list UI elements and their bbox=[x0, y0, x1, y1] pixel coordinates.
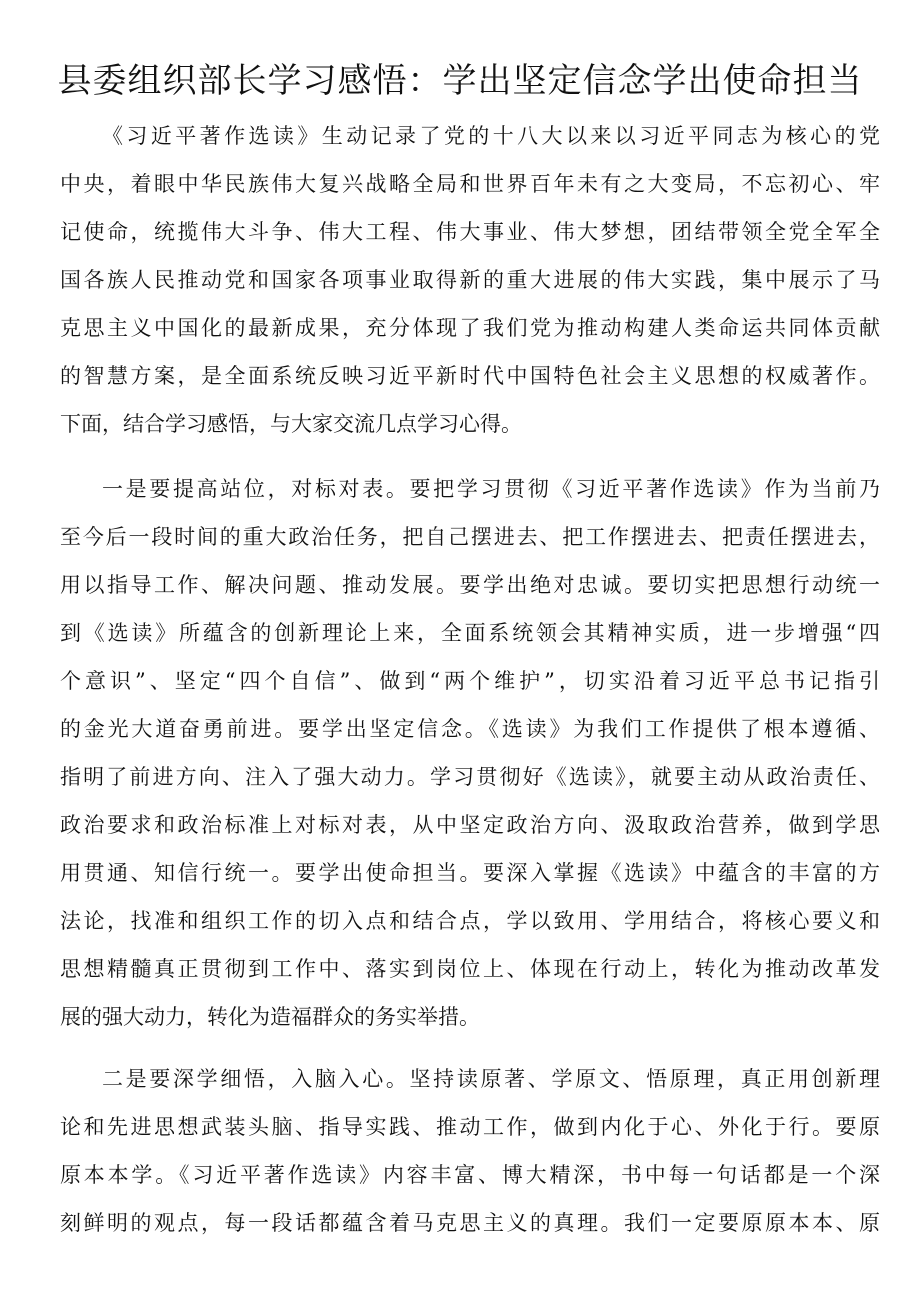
text-line: 用贯通、知信行统一。要学出使命担当。要深入掌握《选读》中蕴含的丰富的方 bbox=[60, 861, 880, 885]
text-line: 个意识”、坚定“四个自信”、做到“两个维护”，切实沿着习近平总书记指引 bbox=[60, 669, 880, 693]
text-line: 至今后一段时间的重大政治任务，把自己摆进去、把工作摆进去、把责任摆进去， bbox=[60, 525, 880, 549]
text-line: 指明了前进方向、注入了强大动力。学习贯彻好《选读》，就要主动从政治责任、 bbox=[60, 765, 880, 789]
text-line: 国各族人民推动党和国家各项事业取得新的重大进展的伟大实践，集中展示了马 bbox=[60, 268, 880, 292]
text-line: 二是要深学细悟，入脑入心。坚持读原著、学原文、悟原理，真正用创新理 bbox=[102, 1067, 880, 1091]
text-line: 的智慧方案，是全面系统反映习近平新时代中国特色社会主义思想的权威著作。 bbox=[60, 364, 880, 388]
text-line: 《习近平著作选读》生动记录了党的十八大以来以习近平同志为核心的党 bbox=[102, 124, 880, 148]
text-line: 用以指导工作、解决问题、推动发展。要学出绝对忠诚。要切实把思想行动统一 bbox=[60, 573, 880, 597]
text-line: 下面，结合学习感悟，与大家交流几点学习心得。 bbox=[60, 412, 522, 436]
text-line: 展的强大动力，转化为造福群众的务实举措。 bbox=[60, 1005, 480, 1029]
text-line: 中央，着眼中华民族伟大复兴战略全局和世界百年未有之大变局，不忘初心、牢 bbox=[60, 172, 880, 196]
text-line: 政治要求和政治标准上对标对表，从中坚定政治方向、汲取政治营养，做到学思 bbox=[60, 813, 880, 837]
text-line: 刻鲜明的观点，每一段话都蕴含着马克思主义的真理。我们一定要原原本本、原 bbox=[60, 1211, 880, 1235]
text-line: 克思主义中国化的最新成果，充分体现了我们党为推动构建人类命运共同体贡献 bbox=[60, 316, 880, 340]
text-line: 论和先进思想武装头脑、指导实践、推动工作，做到内化于心、外化于行。要原 bbox=[60, 1115, 880, 1139]
text-line: 记使命，统揽伟大斗争、伟大工程、伟大事业、伟大梦想，团结带领全党全军全 bbox=[60, 220, 880, 244]
text-line: 到《选读》所蕴含的创新理论上来，全面系统领会其精神实质，进一步增强“四 bbox=[60, 621, 880, 645]
document-title: 县委组织部长学习感悟：学出坚定信念学出使命担当 bbox=[57, 61, 863, 101]
text-line: 思想精髓真正贯彻到工作中、落实到岗位上、体现在行动上，转化为推动改革发 bbox=[60, 957, 880, 981]
text-line: 法论，找准和组织工作的切入点和结合点，学以致用、学用结合，将核心要义和 bbox=[60, 909, 880, 933]
text-line: 原本本学。《习近平著作选读》内容丰富、博大精深，书中每一句话都是一个深 bbox=[60, 1163, 880, 1187]
text-line: 的金光大道奋勇前进。要学出坚定信念。《选读》为我们工作提供了根本遵循、 bbox=[60, 717, 880, 741]
text-line: 一是要提高站位，对标对表。要把学习贯彻《习近平著作选读》作为当前乃 bbox=[102, 477, 880, 501]
